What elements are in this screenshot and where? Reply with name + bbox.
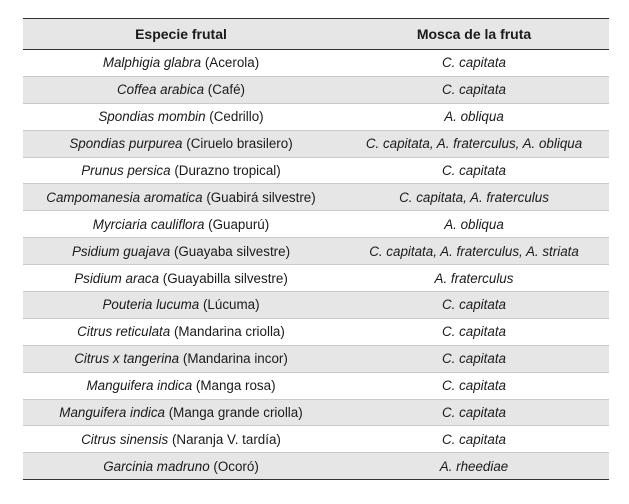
- fruit-fly-cell: C. capitata, A. fraterculus, A. striata: [339, 238, 609, 265]
- species-cell: [23, 238, 339, 265]
- fruit-fly-cell: C. capitata: [339, 372, 609, 399]
- species-cell: [23, 345, 339, 372]
- scientific-name: Garcinia madruno: [103, 458, 210, 474]
- fruit-fly-cell: C. capitata: [339, 345, 609, 372]
- table-body: [23, 50, 609, 480]
- common-name: (Cedrillo): [209, 109, 264, 125]
- species-cell: [23, 157, 339, 184]
- scientific-name: Prunus persica: [81, 163, 171, 178]
- header-row: [23, 19, 609, 50]
- common-name: (Manga grande criolla): [168, 405, 303, 421]
- species-cell: [23, 76, 339, 103]
- species-cell: [23, 211, 339, 238]
- scientific-name: Coffea arabica: [116, 82, 205, 98]
- header-fruit-fly: Mosca de la fruta: [339, 19, 609, 50]
- table-row: [23, 265, 609, 292]
- species-cell: [23, 292, 339, 319]
- header-species: Especie frutal: [23, 19, 339, 50]
- common-name: (Guabirá silvestre): [206, 189, 316, 205]
- fruit-fly-cell: C. capitata: [339, 292, 609, 319]
- scientific-name: Campomanesia aromatica: [46, 189, 203, 205]
- common-name: (Acerola): [204, 55, 260, 71]
- fruit-fly-cell: C. capitata, A. fraterculus, A. obliqua: [339, 130, 609, 157]
- fruit-fly-cell: C. capitata, A. fraterculus: [339, 184, 609, 211]
- common-name: (Ocoró): [213, 458, 259, 474]
- fruit-fly-cell: A. rheediae: [339, 453, 609, 480]
- common-name: (Guayabilla silvestre): [162, 270, 288, 286]
- scientific-name: Citrus reticulata: [77, 324, 171, 340]
- common-name: (Manga rosa): [195, 378, 276, 394]
- table-row: [23, 426, 609, 453]
- scientific-name: Citrus x tangerina: [74, 351, 180, 367]
- fruit-fly-cell: C. capitata: [339, 50, 609, 77]
- species-cell: [23, 265, 339, 292]
- species-cell: [23, 103, 339, 130]
- table-row: [23, 399, 609, 426]
- scientific-name: Malphigia glabra: [102, 55, 202, 71]
- scientific-name: Psidium guajava: [71, 243, 171, 259]
- species-cell: [23, 426, 339, 453]
- table-row: [23, 318, 609, 345]
- species-cell: [23, 399, 339, 426]
- table-row: [23, 292, 609, 319]
- common-name: (Café): [207, 82, 246, 98]
- common-name: (Mandarina incor): [182, 351, 288, 367]
- fruit-fly-cell: C. capitata: [339, 318, 609, 345]
- species-cell: [23, 130, 339, 157]
- common-name: (Guapurú): [208, 216, 270, 232]
- fruit-fly-cell: C. capitata: [339, 76, 609, 103]
- table-row: [23, 211, 609, 238]
- table-row: [23, 345, 609, 372]
- scientific-name: Myrciaria cauliflora: [92, 216, 205, 232]
- fruit-fly-cell: C. capitata: [339, 399, 609, 426]
- scientific-name: Manguifera indica: [59, 405, 169, 421]
- fruit-fly-cell: A. obliqua: [339, 103, 609, 130]
- fruit-fly-cell: A. obliqua: [339, 211, 609, 238]
- species-cell: [23, 50, 339, 77]
- table-row: [23, 372, 609, 399]
- table-row: [23, 130, 609, 157]
- table-row: [23, 103, 609, 130]
- common-name: (Ciruelo brasilero): [186, 136, 293, 152]
- table-row: [23, 184, 609, 211]
- table-row: [23, 157, 609, 184]
- fruit-fly-table: [23, 18, 609, 480]
- table-row: [23, 453, 609, 480]
- common-name: (Durazno tropical): [174, 163, 281, 178]
- table-row: [23, 238, 609, 265]
- scientific-name: Manguifera indica: [86, 378, 196, 394]
- fruit-fly-cell: C. capitata: [339, 157, 609, 184]
- species-cell: [23, 453, 339, 480]
- species-cell: [23, 372, 339, 399]
- fruit-fly-cell: C. capitata: [339, 426, 609, 453]
- common-name: (Naranja V. tardía): [171, 431, 281, 447]
- scientific-name: Psidium araca: [74, 270, 160, 286]
- table-row: [23, 76, 609, 103]
- scientific-name: Spondias mombin: [98, 109, 206, 125]
- scientific-name: Pouteria lucuma: [102, 297, 200, 313]
- scientific-name: Spondias purpurea: [69, 136, 183, 152]
- scientific-name: Citrus sinensis: [81, 431, 169, 447]
- table-row: [23, 50, 609, 77]
- table-container: [23, 18, 609, 480]
- common-name: (Mandarina criolla): [173, 324, 285, 340]
- fruit-fly-cell: A. fraterculus: [339, 265, 609, 292]
- common-name: (Lúcuma): [202, 297, 260, 313]
- common-name: (Guayaba silvestre): [173, 243, 291, 259]
- species-cell: [23, 184, 339, 211]
- species-cell: [23, 318, 339, 345]
